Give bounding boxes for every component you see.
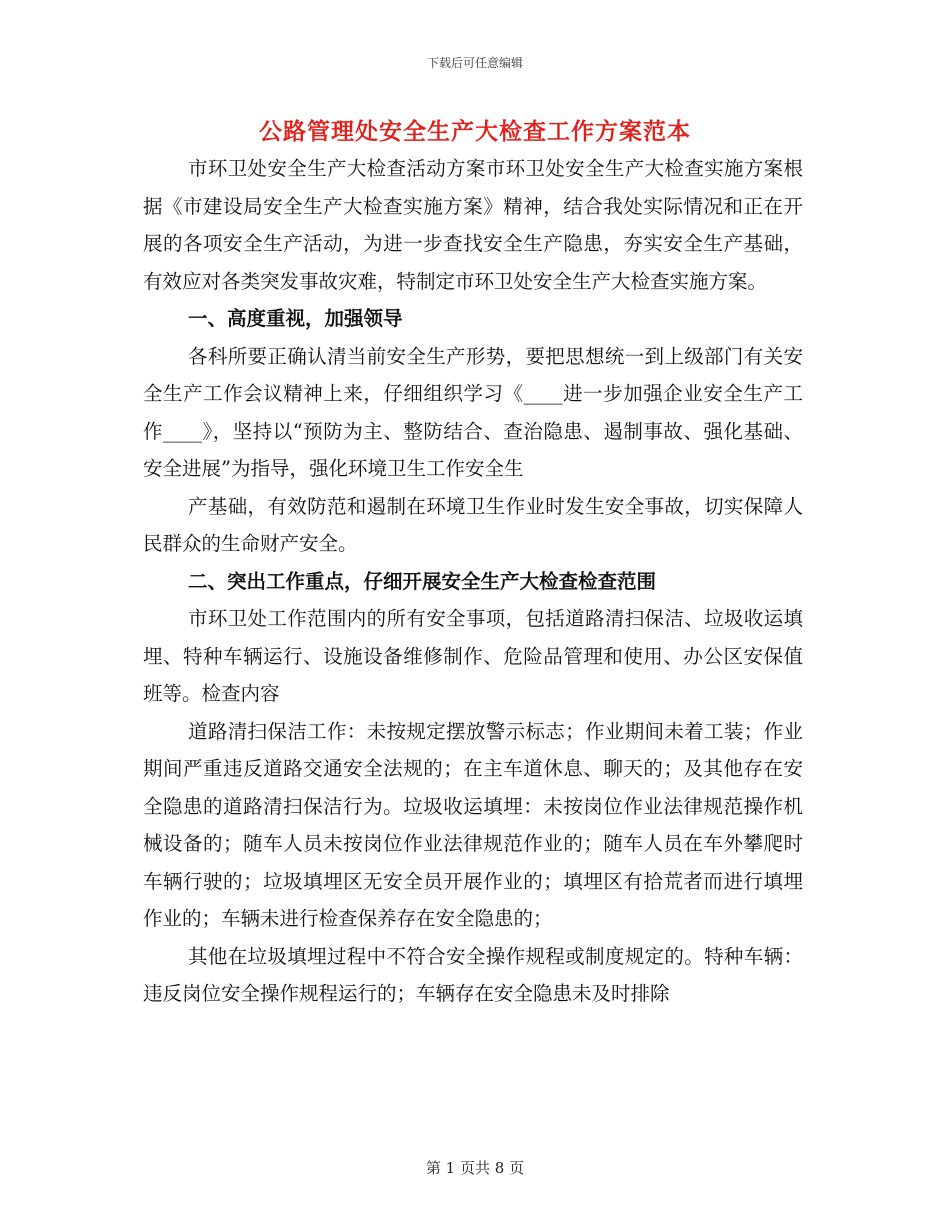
document-body [143, 150, 803, 1013]
page-header: 下载后可任意编辑 [426, 56, 523, 70]
body-paragraph: 市环卫处工作范围内的所有安全事项，包括道路清扫保洁、垃圾收运填埋、特种车辆运行、设施设备维修制作、危险品管理和使用、办公区安保值班等。检查内容 [143, 607, 803, 705]
body-paragraph: 各科所要正确认清当前安全生产形势，要把思想统一到上级部门有关安全生产工作会议精神上来，仔细组织学习《____进一步加强企业安全生产工作____》，坚持以“预防为主、整防结合、查治隐患、遏制事故、强化基础、安全进展”为指导，强化环境卫生工作安全生 [143, 344, 803, 480]
body-paragraph: 其他在垃圾填埋过程中不符合安全操作规程或制度规定的。特种车辆：违反岗位安全操作规程运行的；车辆存在安全隐患未及时排除 [143, 944, 803, 1005]
section-heading-1: 一、高度重视，加强领导 [188, 307, 403, 330]
section-heading-2: 二、突出工作重点，仔细开展安全生产大检查检查范围 [188, 569, 657, 593]
body-paragraph: 道路清扫保洁工作：未按规定摆放警示标志；作业期间未着工装；作业期间严重违反道路交通安全法规的；在主车道休息、聊天的；及其他存在安全隐患的道路清扫保洁行为。垃圾收运填埋：未按岗位作业法律规范操作机械设备的；随车人员未按岗位作业法律规范作业的；随车人员在车外攀爬时车辆行驶的；垃圾填埋区无安全员开展作业的；填埋区有拾荒者而进行填埋作业的；车辆未进行检查保养存在安全隐患的； [143, 719, 803, 930]
document-title: 公路管理处安全生产大检查工作方案范本 [259, 118, 691, 145]
body-paragraph: 产基础，有效防范和遏制在环境卫生作业时发生安全事故，切实保障人民群众的生命财产安全。 [143, 494, 803, 555]
intro-paragraph: 市环卫处安全生产大检查活动方案市环卫处安全生产大检查实施方案根据《市建设局安全生产大检查实施方案》精神，结合我处实际情况和正在开展的各项安全生产活动，为进一步查找安全生产隐患，夯实安全生产基础，有效应对各类突发事故灾难，特制定市环卫处安全生产大检查实施方案。 [143, 157, 803, 293]
page-number: 第 1 页共 8 页 [425, 1159, 525, 1177]
